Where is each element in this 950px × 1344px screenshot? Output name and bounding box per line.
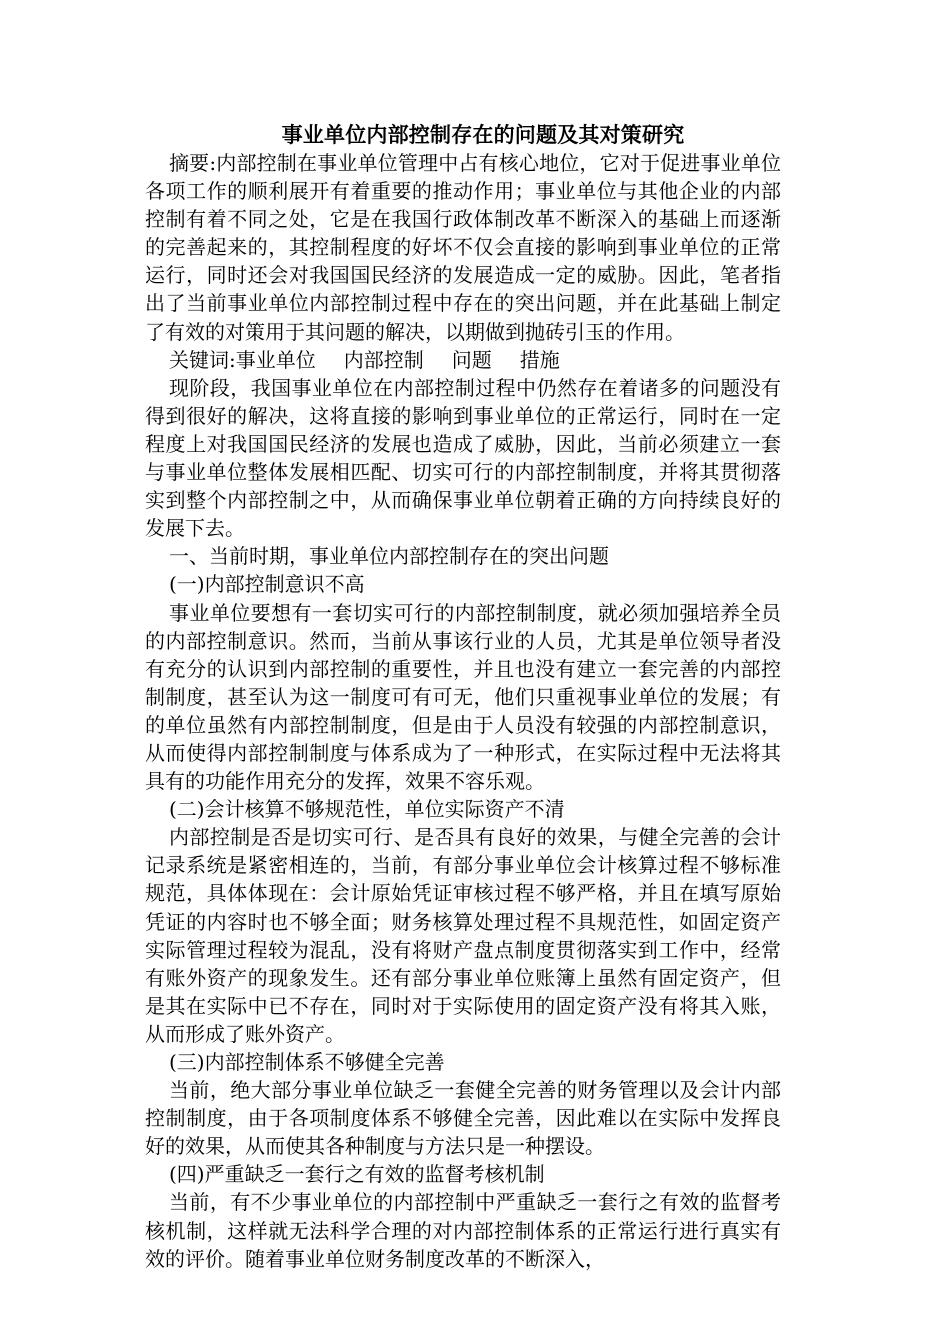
subsection-heading-3: (三)内部控制体系不够健全完善 bbox=[169, 1050, 445, 1074]
keyword-item: 措施 bbox=[519, 347, 560, 372]
subsection-body-4: 当前，有不少事业单位的内部控制中严重缺乏一套行之有效的监督考核机制，这样就无法科学合理的对内部控制体系的正常运行进行真实有效的评价。随着事业单位财务制度改革的不断深入， bbox=[145, 1190, 781, 1271]
subsection-body-3: 当前，绝大部分事业单位缺乏一套健全完善的财务管理以及会计内部控制制度，由于各项制度体系不够健全完善，因此难以在实际中发挥良好的效果，从而使其各种制度与方法只是一种摆设。 bbox=[145, 1078, 781, 1159]
intro-paragraph: 现阶段，我国事业单位在内部控制过程中仍然存在着诸多的问题没有得到很好的解决，这将直接的影响到事业单位的正常运行，同时在一定程度上对我国国民经济的发展也造成了威胁，因此，当前必须建立一套与事业单位整体发展相匹配、切实可行的内部控制制度，并将其贯彻落实到整个内部控制之中，从而确保事业单位朝着正确的方向持续良好的发展下去。 bbox=[145, 375, 781, 541]
keywords-label: 关键词: bbox=[169, 347, 236, 372]
subsection-body-2: 内部控制是否是切实可行、是否具有良好的效果，与健全完善的会计记录系统是紧密相连的，当前，有部分事业单位会计核算过程不够标准规范，具体体现在：会计原始凭证审核过程不够严格，并且在填写原始凭证的内容时也不够全面；财务核算处理过程不具规范性，如固定资产实际管理过程较为混乱，没有将财产盘点制度贯彻落实到工作中，经常有账外资产的现象发生。还有部分事业单位账簿上虽然有固定资产，但是其在实际中已不存在，同时对于实际使用的固定资产没有将其入账，从而形成了账外资产。 bbox=[145, 825, 781, 1046]
subsection-heading-1: (一)内部控制意识不高 bbox=[169, 572, 365, 597]
keyword-item: 事业单位 bbox=[235, 347, 316, 372]
document-page bbox=[145, 121, 781, 1273]
subsection-heading-4: (四)严重缺乏一套行之有效的监督考核机制 bbox=[169, 1162, 545, 1187]
abstract-paragraph: 摘要:内部控制在事业单位管理中占有核心地位，它对于促进事业单位各项工作的顺利展开有着重要的推动作用；事业单位与其他企业的内部控制有着不同之处，它是在我国行政体制改革不断深入的基础上而逐渐的完善起来的，其控制程度的好坏不仅会直接的影响到事业单位的正常运行，同时还会对我国国民经济的发展造成一定的威胁。因此，笔者指出了当前事业单位内部控制过程中存在的突出问题，并在此基础上制定了有效的对策用于其问题的解决，以期做到抛砖引玉的作用。 bbox=[145, 151, 781, 344]
keywords-line bbox=[145, 346, 781, 374]
keyword-item: 问题 bbox=[451, 347, 492, 372]
subsection-body-1: 事业单位要想有一套切实可行的内部控制制度，就必须加强培养全员的内部控制意识。然而，当前从事该行业的人员，尤其是单位领导者没有充分的认识到内部控制的重要性，并且也没有建立一套完善的内部控制制度，甚至认为这一制度可有可无，他们只重视事业单位的发展；有的单位虽然有内部控制制度，但是由于人员没有较强的内部控制意识，从而使得内部控制制度与体系成为了一种形式，在实际过程中无法将其具有的功能作用充分的发挥，效果不容乐观。 bbox=[145, 600, 781, 794]
keyword-item: 内部控制 bbox=[343, 347, 424, 372]
section-heading: 一、当前时期，事业单位内部控制存在的突出问题 bbox=[169, 544, 609, 569]
document-title: 事业单位内部控制存在的问题及其对策研究 bbox=[281, 122, 685, 147]
subsection-heading-2: (二)会计核算不够规范性，单位实际资产不清 bbox=[169, 797, 565, 822]
